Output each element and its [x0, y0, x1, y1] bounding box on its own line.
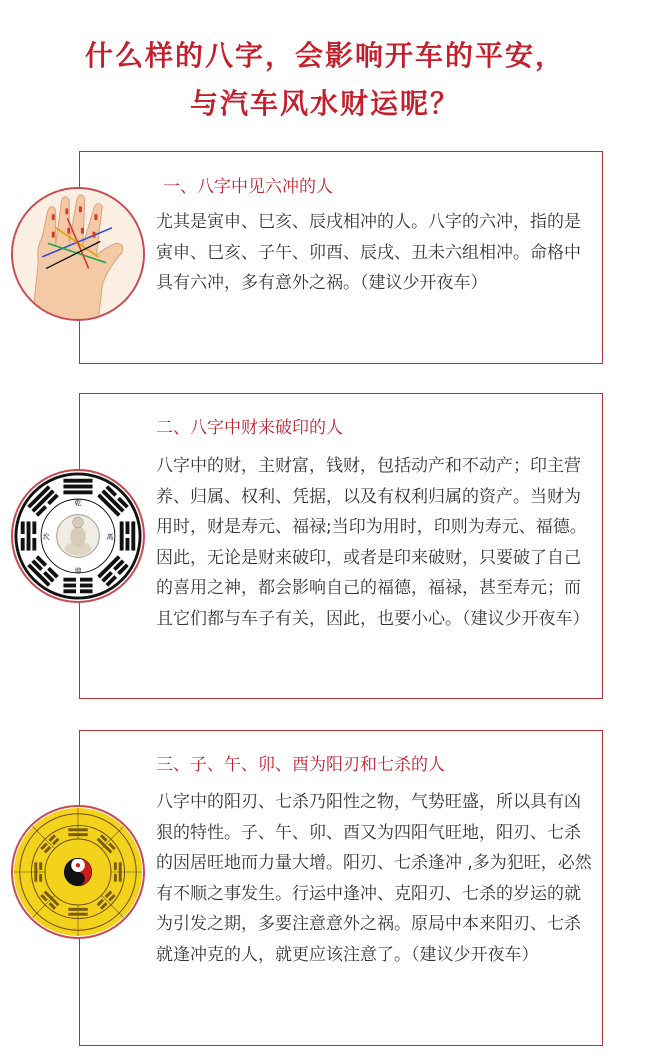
page-title-line-1: 什么样的八字，会影响开车的平安，	[84, 39, 565, 72]
section-3-heading: 三、子、午、卯、酉为阳刃和七杀的人	[156, 755, 445, 775]
bagua-label-li: 离	[106, 532, 114, 541]
yellow-bagua-yinyang-icon	[11, 805, 145, 939]
section-3-body: 八字中的阳刃、七杀乃阳性之物，气势旺盛，所以具有凶狠的特性。子、午、卯、酉又为四阳气旺地，阳刃、七杀的因居旺地而力量大增。阳刃、七杀逢冲 ,多为犯旺，必然有不顺之事发生。行运中逢冲、克阳刃、七杀的岁运的就为引发之期，多要注意意外之祸。原局中本来阳刃、七杀就逢冲克的人，就更应该注意了。（建议少开夜车）	[156, 792, 592, 965]
section-card-1	[79, 151, 603, 364]
section-1-body: 尤其是寅申、巳亥、辰戌相冲的人。八字的六冲，指的是寅申、巳亥、子午、卯酉、辰戌、丑未六组相冲。命格中具有六冲，多有意外之祸。（建议少开夜车）	[156, 212, 581, 293]
bagua-label-kun: 坤	[74, 566, 82, 575]
bagua-buddha-icon	[11, 469, 145, 603]
svg-text:· · ·: · · ·	[74, 926, 82, 933]
palm-hand-icon	[11, 187, 145, 321]
bagua-label-qian: 乾	[74, 498, 82, 507]
section-card-3	[79, 730, 603, 1046]
section-1-heading: 一、八字中见六冲的人	[163, 177, 333, 197]
section-2-body: 八字中的财，主财富，钱财，包括动产和不动产；印主营养、归属、权利、凭据，以及有权利归属的资产。当财为用时，财是寿元、福禄;当印为用时，印则为寿元、福德。因此，无论是财来破印，或者是印来破财，只要破了自己的喜用之神，都会影响自己的福德，福禄，甚至寿元；而且它们都与车子有关，因此，也要小心。（建议少开夜车）	[156, 456, 590, 629]
section-2-heading: 二、八字中财来破印的人	[156, 418, 343, 438]
page-title-line-2: 与汽车风水财运呢？	[189, 87, 460, 120]
section-card-2	[79, 393, 603, 699]
svg-text:· · ·: · · ·	[74, 814, 82, 821]
bagua-label-kan: 坎	[42, 532, 50, 541]
